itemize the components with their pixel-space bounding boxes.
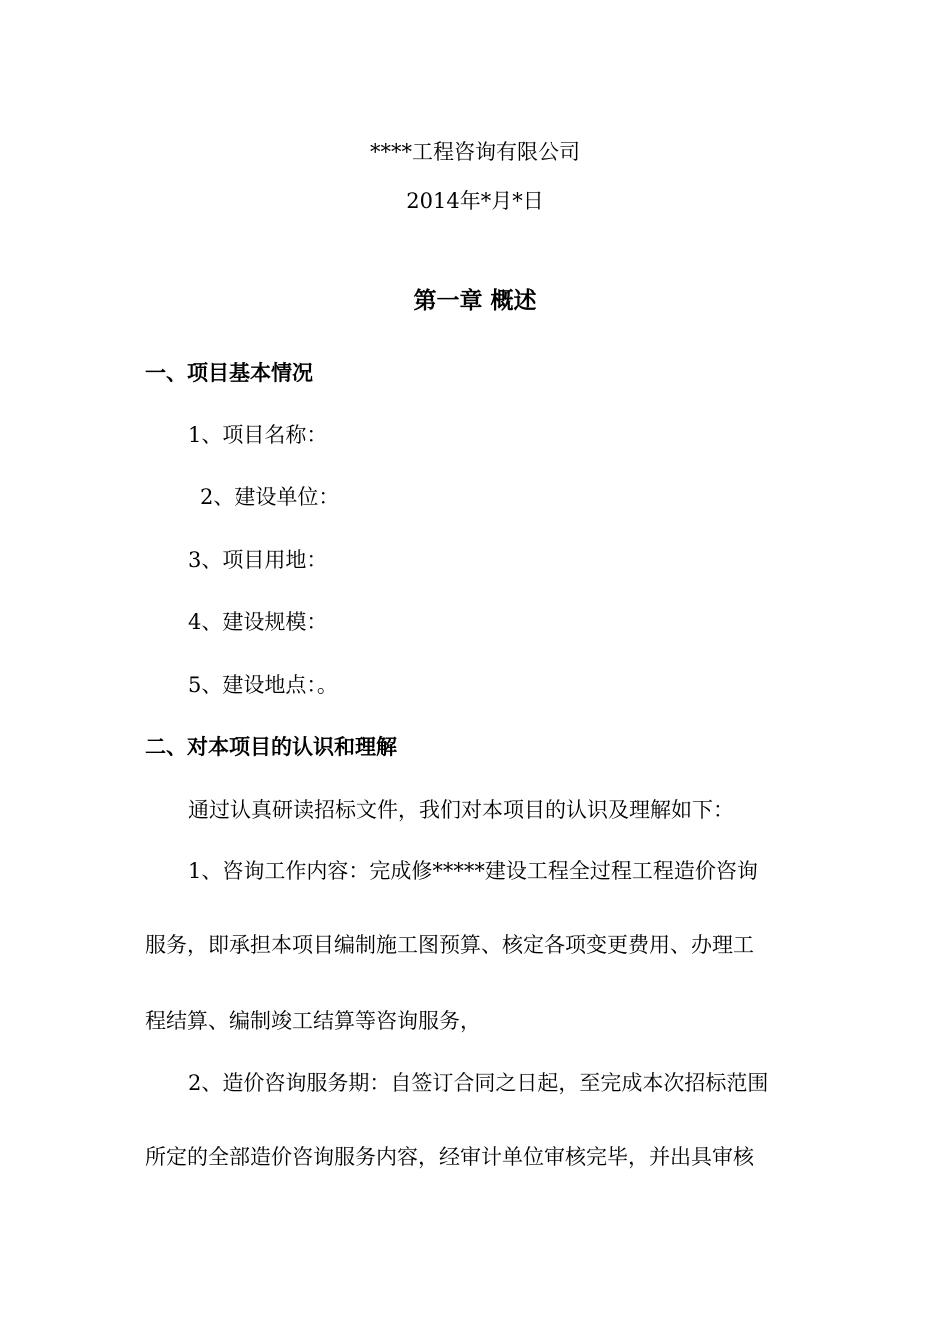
list-item: 3、项目用地： xyxy=(188,548,328,572)
document-date: 2014年*月*日 xyxy=(406,189,544,213)
list-item: 4、建设规模： xyxy=(188,610,328,634)
paragraph-line: 程结算、编制竣工结算等咨询服务， xyxy=(145,1009,481,1033)
paragraph-line: 2、造价咨询服务期：自签订合同之日起，至完成本次招标范围 xyxy=(188,1071,769,1095)
section-heading-1: 一、项目基本情况 xyxy=(145,360,313,385)
paragraph-line: 所定的全部造价咨询服务内容，经审计单位审核完毕，并出具审核 xyxy=(145,1145,754,1169)
section-heading-2: 二、对本项目的认识和理解 xyxy=(145,734,397,759)
paragraph-line: 服务，即承担本项目编制施工图预算、核定各项变更费用、办理工 xyxy=(145,933,754,957)
company-name: ****工程咨询有限公司 xyxy=(370,140,580,164)
list-item: 5、建设地点：。 xyxy=(188,673,338,697)
list-item: 2、建设单位： xyxy=(200,485,340,509)
list-item: 1、项目名称： xyxy=(188,423,328,447)
chapter-title: 第一章 概述 xyxy=(413,287,537,314)
paragraph-line: 1、咨询工作内容：完成修*****建设工程全过程工程造价咨询 xyxy=(188,859,758,883)
intro-paragraph: 通过认真研读招标文件，我们对本项目的认识及理解如下： xyxy=(188,798,734,822)
